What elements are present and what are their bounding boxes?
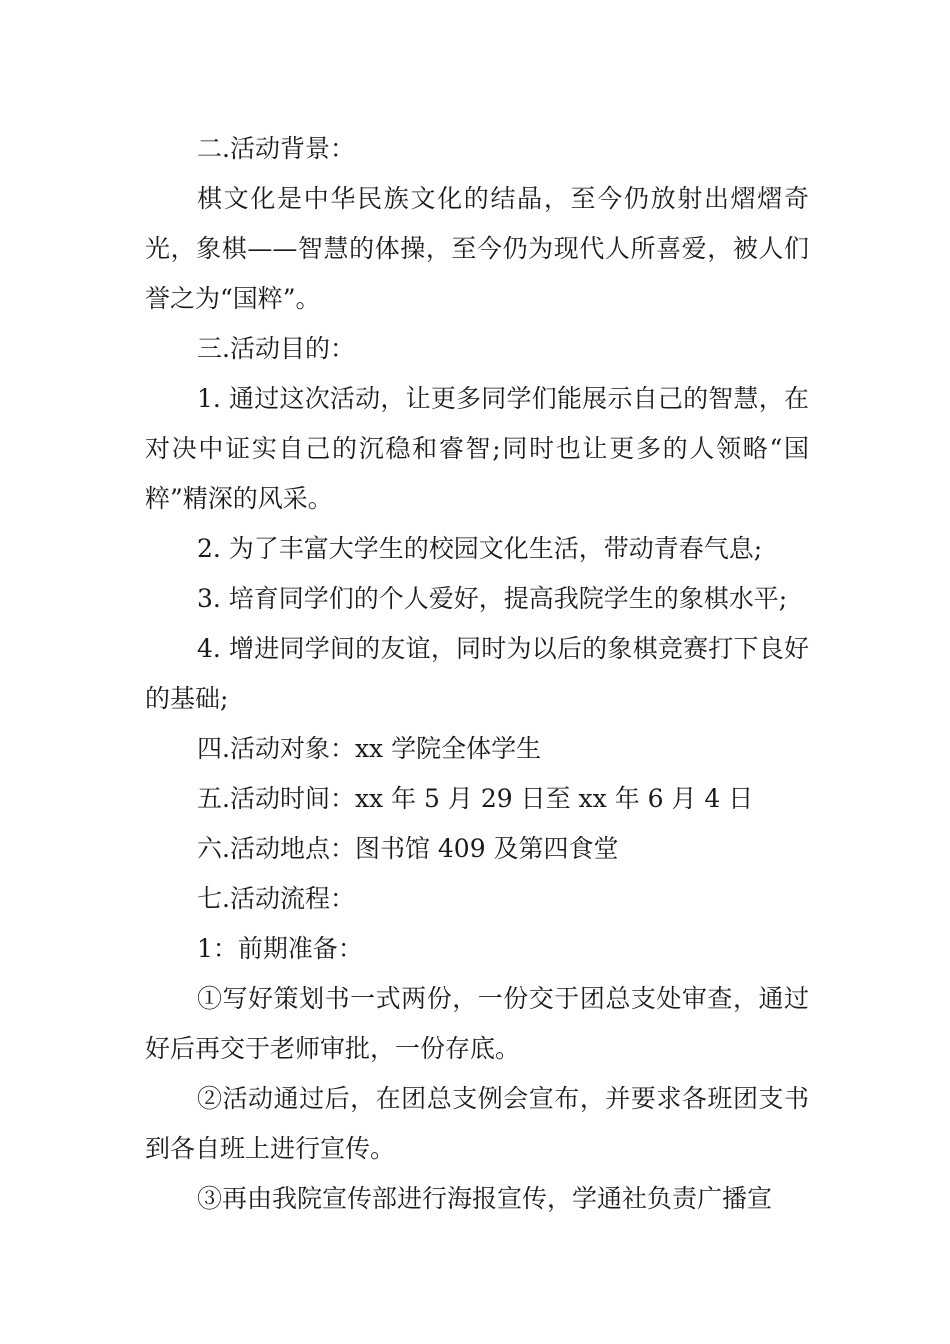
process-step-1b: ②活动通过后，在团总支例会宣布，并要求各班团支书到各自班上进行宣传。 bbox=[145, 1084, 809, 1163]
purpose-item-2: 2. 为了丰富大学生的校园文化生活，带动青春气息; bbox=[197, 534, 763, 563]
activity-target: 四.活动对象：xx 学院全体学生 bbox=[197, 734, 542, 763]
process-step-1a: ①写好策划书一式两份，一份交于团总支处审查，通过好后再交于老师审批，一份存底。 bbox=[145, 984, 809, 1063]
purpose-item-1: 1. 通过这次活动，让更多同学们能展示自己的智慧，在对决中证实自己的沉稳和睿智;同时也让更多的人领略“国粹”精深的风采。 bbox=[145, 384, 809, 513]
purpose-item-3: 3. 培育同学们的个人爱好，提高我院学生的象棋水平; bbox=[197, 584, 788, 613]
activity-location: 六.活动地点：图书馆 409 及第四食堂 bbox=[197, 834, 619, 863]
background-paragraph: 棋文化是中华民族文化的结晶，至今仍放射出熠熠奇光，象棋——智慧的体操，至今仍为现代人所喜爱，被人们誉之为“国粹”。 bbox=[145, 184, 809, 313]
process-step-1-heading: 1：前期准备： bbox=[197, 934, 363, 963]
process-step-1c: ③再由我院宣传部进行海报宣传，学通社负责广播宣 bbox=[197, 1184, 773, 1213]
heading-activity-background: 二.活动背景： bbox=[197, 134, 355, 163]
heading-activity-purpose: 三.活动目的： bbox=[197, 334, 355, 363]
activity-time: 五.活动时间：xx 年 5 月 29 日至 xx 年 6 月 4 日 bbox=[197, 784, 754, 813]
heading-activity-process: 七.活动流程： bbox=[197, 884, 355, 913]
purpose-item-4: 4. 增进同学间的友谊，同时为以后的象棋竞赛打下良好的基础; bbox=[145, 634, 809, 713]
document-body bbox=[145, 124, 809, 1224]
